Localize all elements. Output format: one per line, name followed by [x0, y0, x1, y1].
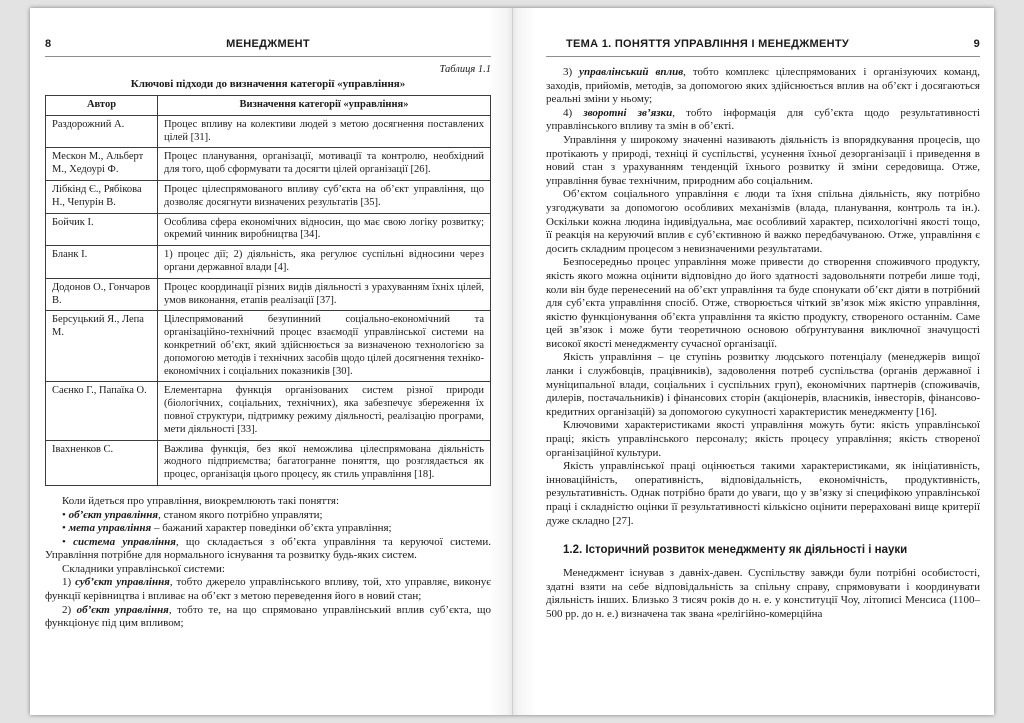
right-page-body-text-after-heading — [546, 567, 980, 621]
author-cell: Бойчик І. — [46, 213, 158, 246]
author-cell: Івахненков С. — [46, 440, 158, 485]
paragraph: • мета управління – бажаний характер поведінки об’єкта управління; — [62, 522, 392, 535]
paragraph: Складники управлінської системи: — [62, 562, 225, 575]
definition-cell: 1) процес дії; 2) діяльність, яка регулює суспільні відносини через органи державної влади [4]. — [158, 246, 491, 279]
page-right — [512, 8, 994, 715]
definition-cell: Елементарна функція організованих систем різної природи (біологічних, соціальних, технічних), яка забезпечує збереження їх повної структури, підтримку режиму діяльності, реалізацію програми, мети діяльності [33]. — [158, 382, 491, 440]
table-row — [46, 180, 491, 213]
section-heading: 1.2. Історичний розвиток менеджменту як діяльності і науки — [563, 544, 908, 557]
running-head-left — [45, 38, 491, 57]
emphasized-term: мета управління — [68, 522, 152, 535]
running-head-right — [546, 38, 980, 57]
paragraph: 1) суб’єкт управління, тобто джерело управлінського впливу, той, хто управляє, виконує функції керівництва і впливає на об’єкт з метою переведення його в новий стан; — [45, 576, 492, 603]
definition-cell: Процес координації різних видів діяльності з урахуванням їхніх цілей, умов виконання, етапів реалізації [37]. — [158, 278, 491, 311]
emphasized-term: суб’єкт управління — [75, 576, 170, 589]
definition-cell: Особлива сфера економічних відносин, що має свою логіку розвитку; окремий чинник виробництва [34]. — [158, 213, 491, 246]
table-row — [46, 440, 491, 485]
paragraph: 4) зворотні зв’язки, тобто інформація для суб’єкта щодо результативності управлінського впливу та змін в об’єкті. — [546, 106, 981, 133]
emphasized-term: об’єкт управління — [68, 508, 159, 521]
running-head-title-right: ТЕМА 1. ПОНЯТТЯ УПРАВЛІННЯ І МЕНЕДЖМЕНТУ — [566, 38, 850, 50]
author-cell: Саєнко Г., Папаїка О. — [46, 382, 158, 440]
table-row — [46, 115, 491, 148]
definition-cell: Процес впливу на колективи людей з метою досягнення поставлених цілей [31]. — [158, 115, 491, 148]
emphasized-term: об’єкт управління — [76, 603, 169, 616]
definition-cell: Процес планування, організації, мотивації та контролю, необхідний для того, щоб сформувати та досягти цілей організації [26]. — [158, 148, 491, 181]
paragraph: Менеджмент існував з давніх-давен. Суспільству завжди були потрібні особистості, здатні взяти на себе відповідальність за спільну справу, спрямовувати і координувати діяльність інших. Близько 3 тисяч років до н. е. у конституції Чоу, літописі Менсиса (1100–500 рр. до н. е.) визначена так звана «релігійно-комерційна — [546, 567, 980, 620]
paragraph: Управління у широкому значенні називають діяльність із впорядкування процесів, що протікають у природі, техніці й суспільстві, усунення їхньої дезорганізації і приведення в новий стан з урахуванням тенденцій їхнього розвитку й зміни середовища. Отже, управління буває технічним, природним або соціальним. — [546, 133, 980, 187]
paragraph: • система управління, що складається з об’єкта управління та керуючої системи. Управління потрібне для нормального існування та розвитку будь-яких систем. — [45, 535, 492, 562]
table-header-definition: Визначення категорії «управління» — [158, 96, 491, 116]
author-cell: Раздорожний А. — [46, 115, 158, 148]
author-cell: Бланк І. — [46, 246, 158, 279]
table-header-row — [46, 96, 491, 116]
emphasized-term: зворотні зв’язки — [583, 106, 673, 119]
author-cell: Берсуцький Я., Лепа М. — [46, 311, 158, 382]
page-number-right: 9 — [973, 38, 980, 50]
table-header-author: Автор — [46, 96, 158, 116]
paragraph: Безпосередньо процес управління може привести до створення споживчого продукту, якість якого можна оцінити відповідно до його здатності задовольняти потреби лише тоді, коли він буде перенесений на об’єкт управління та буде спонукати об’єкт діяти в потрібний для суб’єкта управління спосіб. Отже, створюється чіткий зв’язок між якістю управління, якістю функціонування об’єкта управління та якістю продукту, створеного останнім. Саме цей зв’язок і може бути теоретичною основою обґрунтування виключної значущості високої якості менеджменту сучасної організації. — [546, 256, 980, 350]
page-left — [30, 8, 512, 715]
author-cell: Лібкінд Є., Рябікова Н., Чепурін В. — [46, 180, 158, 213]
definitions-table-head — [46, 96, 491, 116]
table-row — [46, 148, 491, 181]
table-row — [46, 278, 491, 311]
table-row — [46, 311, 491, 382]
book-spread — [30, 8, 994, 715]
table-row — [46, 246, 491, 279]
definition-cell: Процес цілеспрямованого впливу суб’єкта на об’єкт управління, що дозволяє досягнути визначених результатів [35]. — [158, 180, 491, 213]
table-row — [46, 382, 491, 440]
table-row — [46, 213, 491, 246]
paragraph: 2) об’єкт управління, тобто те, на що спрямовано управлінський вплив суб’єкта, що функціонує під цим впливом; — [45, 603, 491, 630]
table-caption: Таблиця 1.1 — [439, 64, 491, 75]
author-cell: Додонов О., Гончаров В. — [46, 278, 158, 311]
table-title: Ключові підходи до визначення категорії «управління» — [130, 78, 406, 90]
definitions-table-body — [46, 115, 491, 485]
paragraph: Якість управління – це ступінь розвитку людського потенціалу (менеджерів вищої ланки і службовців, працівників), задоволення потреб суспільства (органів державної і муніципальної влади, соціальних і суспільних груп), економічних партнерів (споживачів, дилерів, постачальників) і фінансових сторін (акціонерів, власників, інвесторів, фінансово-кредитних організацій) за допомогою сукупності характеристик менеджменту [16]. — [546, 351, 980, 418]
paragraph: Ключовими характеристиками якості управління можуть бути: якість управлінської праці; якість управлінського персоналу; якість процесу управління; якість створеної організаційної культури. — [546, 419, 980, 459]
paragraph: Якість управлінської праці оцінюється такими характеристиками, як ініціативність, інноваційність, оперативність, відповідальність, економічність, продуктивність, результативність. Однак потрібно брати до уваги, що у зв’язку зі специфікою управлінської праці і складністю оцінки її результативності кількісно оцінити перераховані вище критерії дуже складно [27]. — [546, 460, 980, 527]
paragraph: Об’єктом соціального управління є люди та їхня спільна діяльність, яку потрібно узгоджувати за допомогою особливих механізмів (влада, планування, контроль та ін.). Оскільки кожна людина індивідуальна, має особливий характер, психологічні якості тощо, її реакція на керуючий вплив є суб’єктивною й важко передбачуваною. Отже, управління є досить складним процесом з невизначеними результатами. — [546, 188, 980, 255]
emphasized-term: система управління — [73, 535, 176, 548]
paragraph: • об’єкт управління, станом якого потрібно управляти; — [62, 508, 323, 521]
page-number-left: 8 — [45, 38, 52, 50]
paragraph: Коли йдеться про управління, виокремлюють такі поняття: — [62, 494, 339, 507]
running-head-title-left: МЕНЕДЖМЕНТ — [226, 38, 310, 50]
definition-cell: Важлива функція, без якої неможлива цілеспрямована діяльність жодного підприємства; багатогранне поняття, що розглядається як процес, організація цього процесу, як стиль управління [18]. — [158, 440, 491, 485]
paragraph: 3) управлінський вплив, тобто комплекс цілеспрямованих і організуючих команд, заходів, прийомів, методів, за допомогою яких здійснюється вплив на об’єкт і досягаються реальні зміни у ньому; — [546, 66, 980, 106]
definitions-table — [45, 95, 491, 486]
left-page-body-text — [45, 495, 491, 631]
right-page-body-text — [546, 66, 980, 528]
definition-cell: Цілеспрямований безупинний соціально-економічний та організаційно-технічний процес взаємодії управлінської системи на конкретний об’єкт, який здійснюється за визначеною технологією за допомогою методів і технічних засобів щодо цілей досягнення техніко-економічних і соціальних показників [30]. — [158, 311, 491, 382]
emphasized-term: управлінський вплив — [579, 66, 684, 78]
author-cell: Мескон М., Альберт М., Хедоурі Ф. — [46, 148, 158, 181]
